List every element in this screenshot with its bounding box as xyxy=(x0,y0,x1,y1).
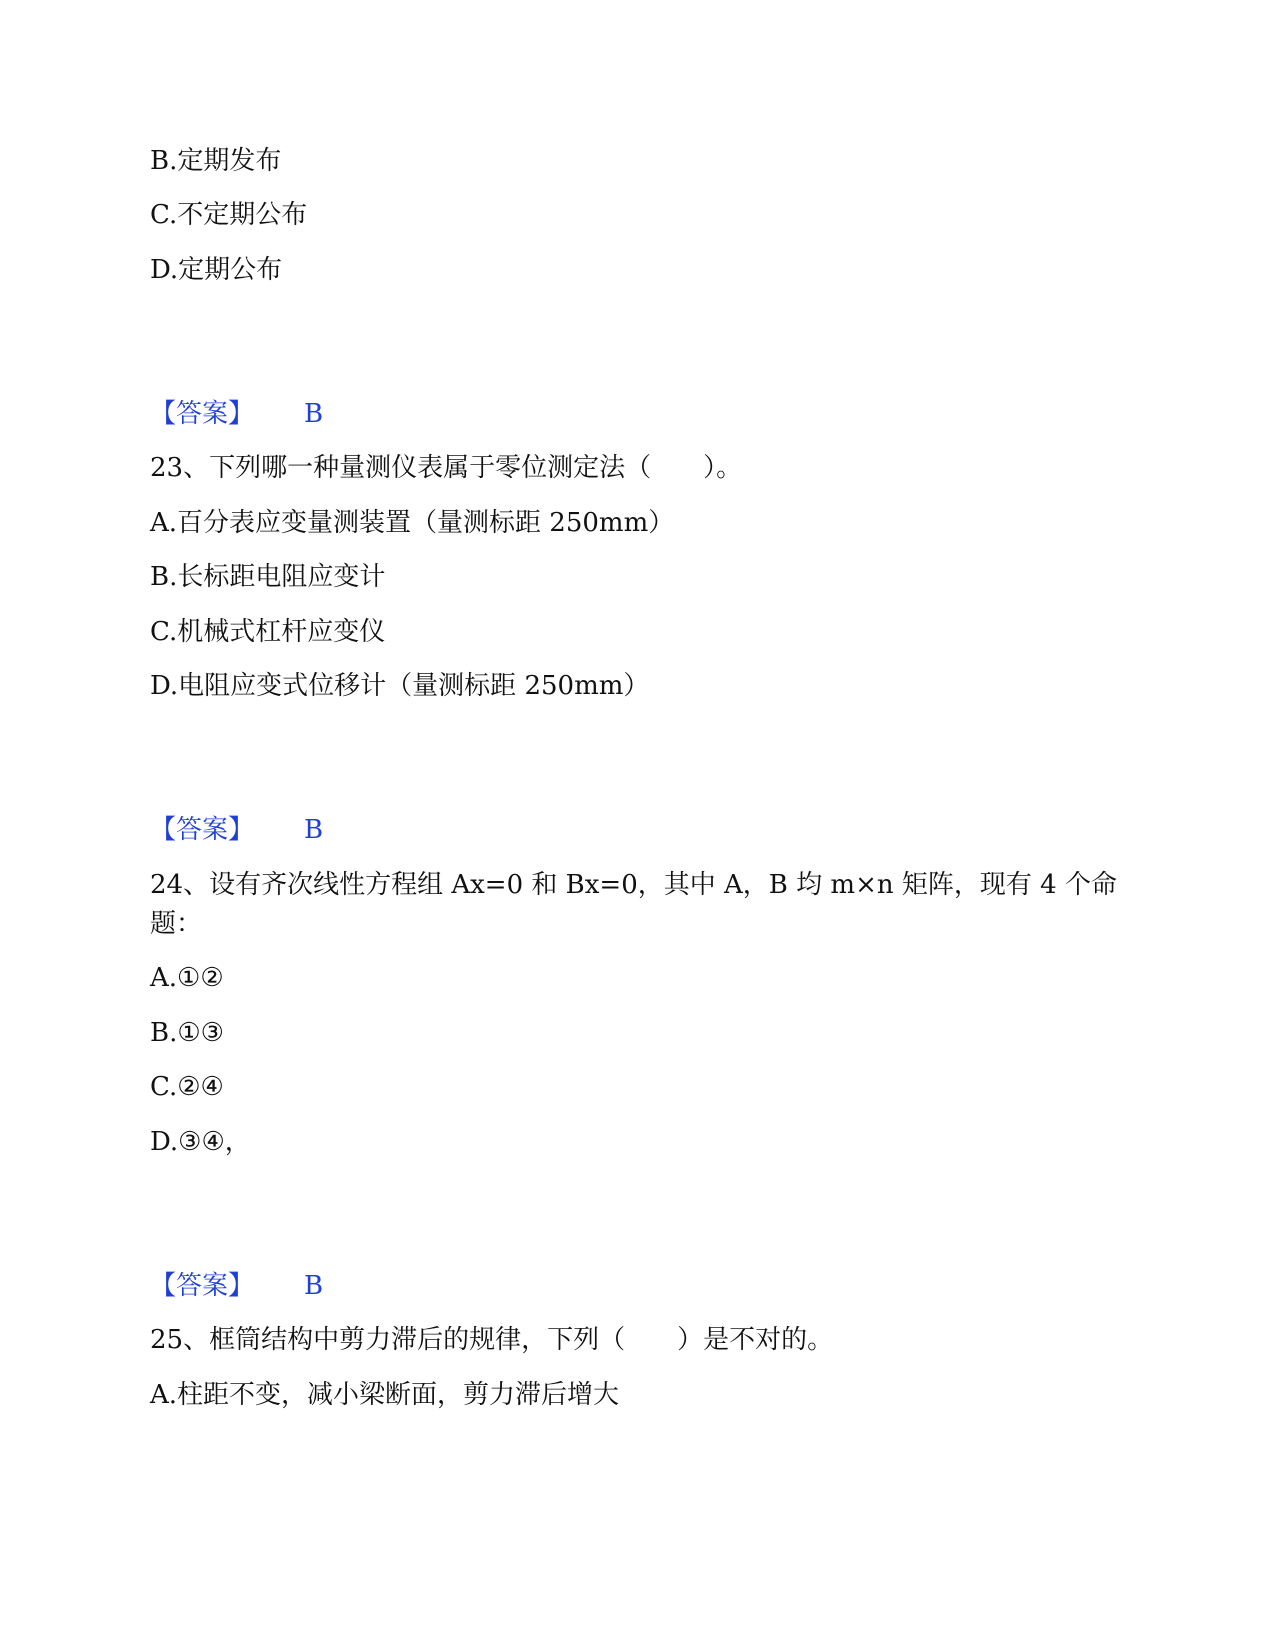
answer-value: B xyxy=(304,815,324,845)
q24-option-c: C.②④ xyxy=(150,1072,224,1102)
q24-option-d: D.③④， xyxy=(150,1127,251,1157)
answer-value: B xyxy=(304,1271,324,1301)
q23-option-b: B.长标距电阻应变计 xyxy=(150,562,386,592)
answer-value: B xyxy=(304,399,324,429)
q24-answer xyxy=(150,1268,323,1304)
answer-label: 【答案】 xyxy=(150,1271,255,1301)
q23-option-c: C.机械式杠杆应变仪 xyxy=(150,617,386,647)
q24-question-line2: 题： xyxy=(150,909,203,939)
q23-answer xyxy=(150,812,323,848)
q22-option-d: D.定期公布 xyxy=(150,255,283,285)
q24-option-b: B.①③ xyxy=(150,1018,224,1048)
q23-option-a: A.百分表应变量测装置（量测标距 250mm） xyxy=(150,508,675,538)
q24-option-a: A.①② xyxy=(150,963,224,993)
q23-question: 23、下列哪一种量测仪表属于零位测定法（ ）。 xyxy=(150,453,743,483)
q25-question: 25、框筒结构中剪力滞后的规律，下列（ ）是不对的。 xyxy=(150,1325,834,1355)
answer-label: 【答案】 xyxy=(150,815,255,845)
answer-label: 【答案】 xyxy=(150,399,255,429)
q22-option-c: C.不定期公布 xyxy=(150,200,308,230)
q23-option-d: D.电阻应变式位移计（量测标距 250mm） xyxy=(150,671,650,701)
q22-option-b: B.定期发布 xyxy=(150,146,282,176)
q25-option-a: A.柱距不变，减小梁断面，剪力滞后增大 xyxy=(150,1380,620,1410)
q22-answer xyxy=(150,396,323,432)
q24-question-line1: 24、设有齐次线性方程组 Ax=0 和 Bx=0，其中 A，B 均 m×n 矩阵，现有 4 个命 xyxy=(150,870,1117,900)
